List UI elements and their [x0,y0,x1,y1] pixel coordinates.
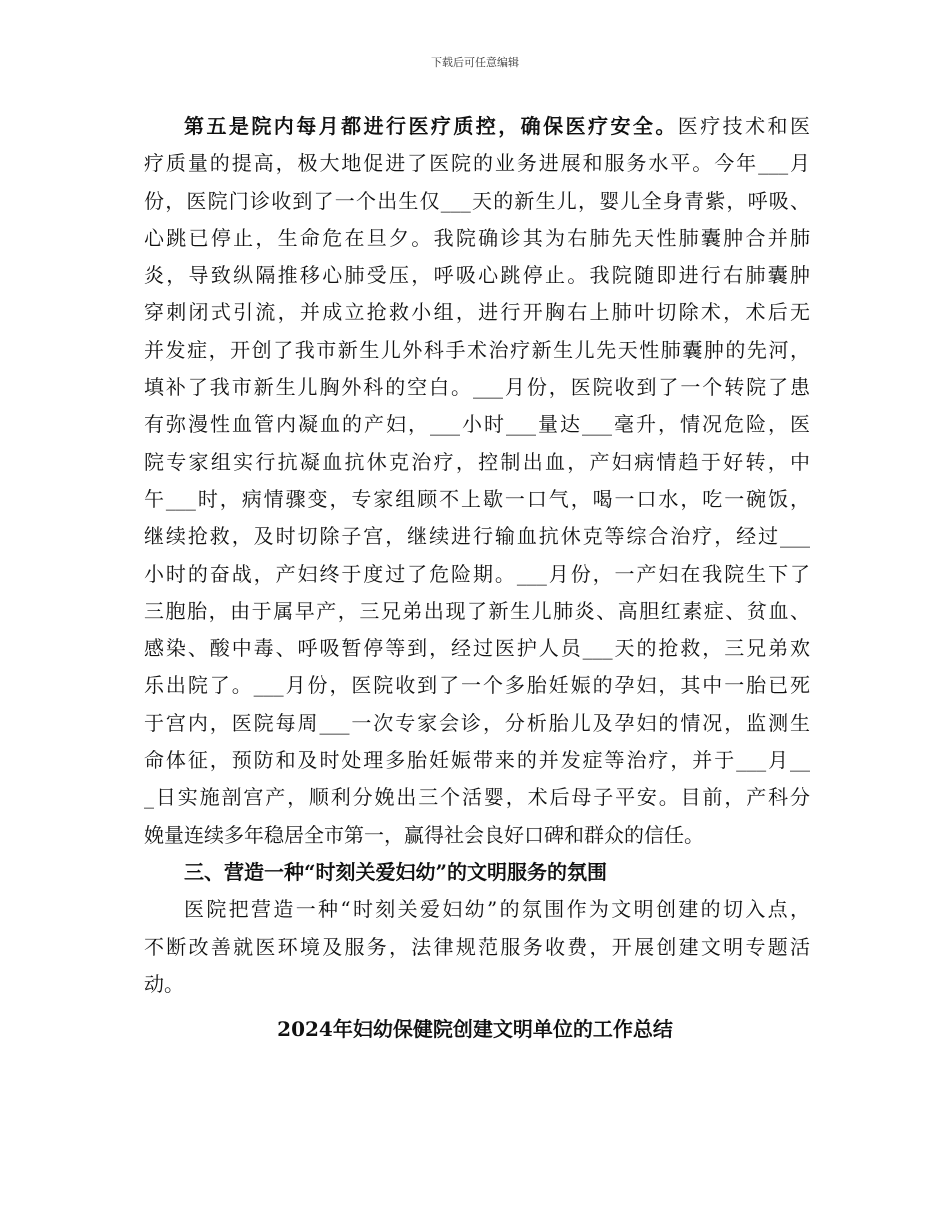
paragraph-line: 小时的奋战，产妇终于度过了危险期。___月份，一产妇在我院生下了 [144,561,810,586]
paragraph-line: 填补了我市新生儿胸外科的空白。___月份，医院收到了一个转院了患 [144,375,810,400]
paragraph-line: 不断改善就医环境及服务，法律规范服务收费，开展创建文明专题活 [144,934,810,959]
paragraph-lead: 第五是院内每月都进行医疗质控，确保医疗安全。 [184,114,678,138]
paragraph-line: 感染、酸中毒、呼吸暂停等到，经过医护人员___天的抢救，三兄弟欢 [144,636,810,661]
page-header: 下载后可任意编辑 [431,56,519,69]
document-body [144,108,810,1003]
paragraph-line: 娩量连续多年稳居全市第一，赢得社会良好口碑和群众的信任。 [144,822,704,847]
paragraph-line: 穿刺闭式引流，并成立抢救小组，进行开胸右上肺叶切除术，术后无 [144,300,810,325]
paragraph-line: 第五是院内每月都进行医疗质控，确保医疗安全。医疗技术和医 [184,114,811,138]
paragraph-line: 有弥漫性血管内凝血的产妇，___小时___量达___毫升，情况危险，医 [144,412,810,437]
paragraph-line: 医院把营造一种“时刻关爱妇幼”的氛围作为文明创建的切入点， [184,897,810,922]
section-heading: 三、营造一种“时刻关爱妇幼”的文明服务的氛围 [184,859,608,884]
paragraph-line: 院专家组实行抗凝血抗休克治疗，控制出血，产妇病情趋于好转，中 [144,449,810,474]
paragraph-line: 炎，导致纵隔推移心肺受压，呼吸心跳停止。我院随即进行右肺囊肿 [144,263,810,288]
paragraph-line: 动。 [144,971,184,996]
paragraph-line: 并发症，开创了我市新生儿外科手术治疗新生儿先天性肺囊肿的先河， [144,337,810,362]
paragraph-line: 继续抢救，及时切除子宫，继续进行输血抗休克等综合治疗，经过___ [144,524,810,549]
paragraph-line: 三胞胎，由于属早产，三兄弟出现了新生儿肺炎、高胆红素症、贫血、 [144,598,810,623]
document-title: 2024年妇幼保健院创建文明单位的工作总结 [277,1017,673,1041]
paragraph-line: 份，医院门诊收到了一个出生仅___天的新生儿，婴儿全身青紫，呼吸、 [144,188,810,213]
paragraph-line: _日实施剖宫产，顺利分娩出三个活婴，术后母子平安。目前，产科分 [144,785,810,810]
paragraph-line: 乐出院了。___月份，医院收到了一个多胎妊娠的孕妇，其中一胎已死 [144,673,810,698]
paragraph-line: 心跳已停止，生命危在旦夕。我院确诊其为右肺先天性肺囊肿合并肺 [144,225,810,250]
paragraph-line: 疗质量的提高，极大地促进了医院的业务进展和服务水平。今年___月 [144,151,810,176]
paragraph-line: 于宫内，医院每周___一次专家会诊，分析胎儿及孕妇的情况，监测生 [144,710,810,735]
paragraph-line: 命体征，预防和及时处理多胎妊娠带来的并发症等治疗，并于___月__ [144,748,810,773]
paragraph-line: 午___时，病情骤变，专家组顾不上歇一口气，喝一口水，吃一碗饭， [144,486,810,511]
